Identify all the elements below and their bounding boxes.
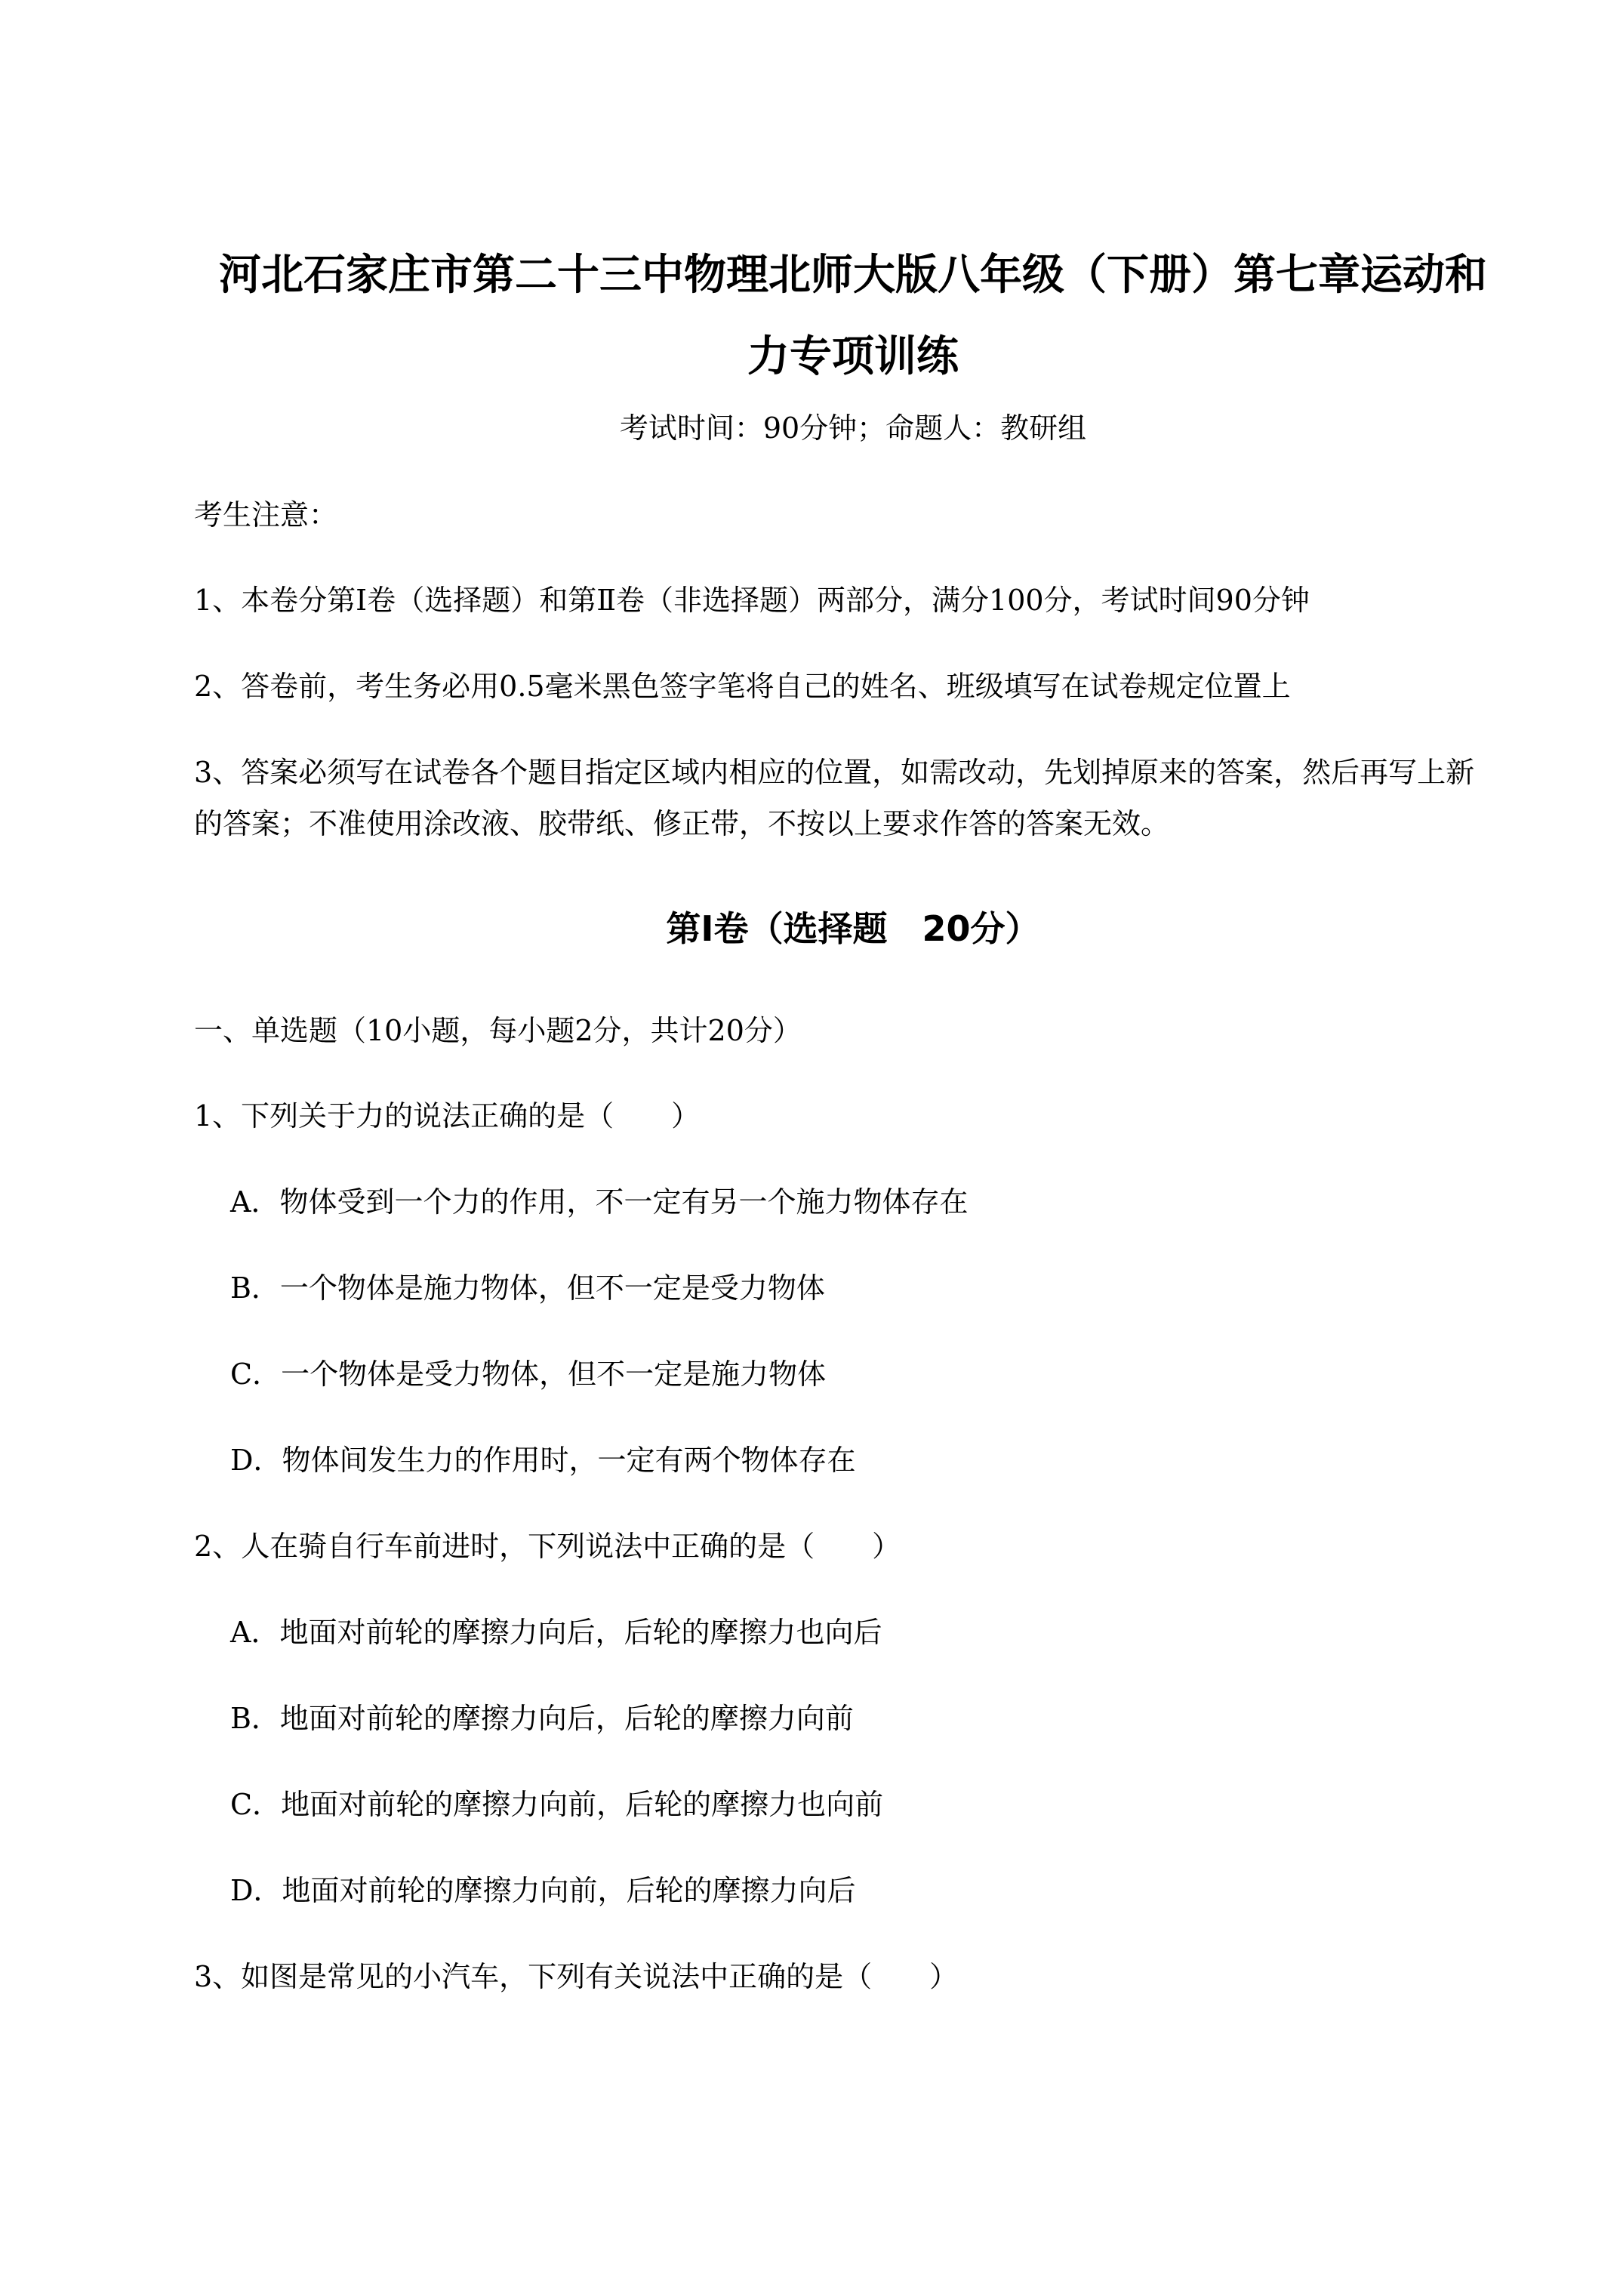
notice-heading: 考生注意：	[194, 498, 338, 532]
part-heading: 一、单选题（10小题，每小题2分，共计20分）	[194, 1014, 802, 1047]
notice-item-3-line1: 3、答案必须写在试卷各个题目指定区域内相应的位置，如需改动，先划掉原来的答案，然后再写上新	[194, 756, 1475, 789]
question-3-stem: 3、如图是常见的小汽车，下列有关说法中正确的是（ ）	[194, 1960, 959, 1993]
question-2-stem: 2、人在骑自行车前进时，下列说法中正确的是（ ）	[194, 1530, 901, 1563]
notice-item-2: 2、答卷前，考生务必用0.5毫米黑色签字笔将自己的姓名、班级填写在试卷规定位置上	[194, 670, 1291, 703]
question-2-option-b: B．地面对前轮的摩擦力向后，后轮的摩擦力向前	[230, 1702, 854, 1735]
question-1-option-c: C．一个物体是受力物体，但不一定是施力物体	[230, 1358, 827, 1391]
question-1-option-d: D．物体间发生力的作用时，一定有两个物体存在	[230, 1444, 856, 1477]
notice-item-1: 1、本卷分第Ⅰ卷（选择题）和第Ⅱ卷（非选择题）两部分，满分100分，考试时间90分钟	[194, 584, 1310, 617]
question-1-stem: 1、下列关于力的说法正确的是（ ）	[194, 1099, 701, 1133]
document-title-line2: 力专项训练	[747, 332, 959, 381]
section-title: 第Ⅰ卷（选择题 20分）	[666, 908, 1040, 949]
exam-info: 考试时间：90分钟；命题人：教研组	[619, 411, 1087, 445]
question-2-option-a: A．地面对前轮的摩擦力向后，后轮的摩擦力也向后	[230, 1616, 882, 1649]
document-title-line1: 河北石家庄市第二十三中物理北师大版八年级（下册）第七章运动和	[219, 251, 1487, 300]
question-1-option-b: B．一个物体是施力物体，但不一定是受力物体	[230, 1271, 825, 1305]
question-2-option-d: D．地面对前轮的摩擦力向前，后轮的摩擦力向后	[230, 1874, 856, 1907]
notice-item-3-line2: 的答案；不准使用涂改液、胶带纸、修正带，不按以上要求作答的答案无效。	[194, 807, 1170, 840]
question-1-option-a: A．物体受到一个力的作用，不一定有另一个施力物体存在	[230, 1185, 969, 1219]
question-2-option-c: C．地面对前轮的摩擦力向前，后轮的摩擦力也向前	[230, 1788, 884, 1821]
